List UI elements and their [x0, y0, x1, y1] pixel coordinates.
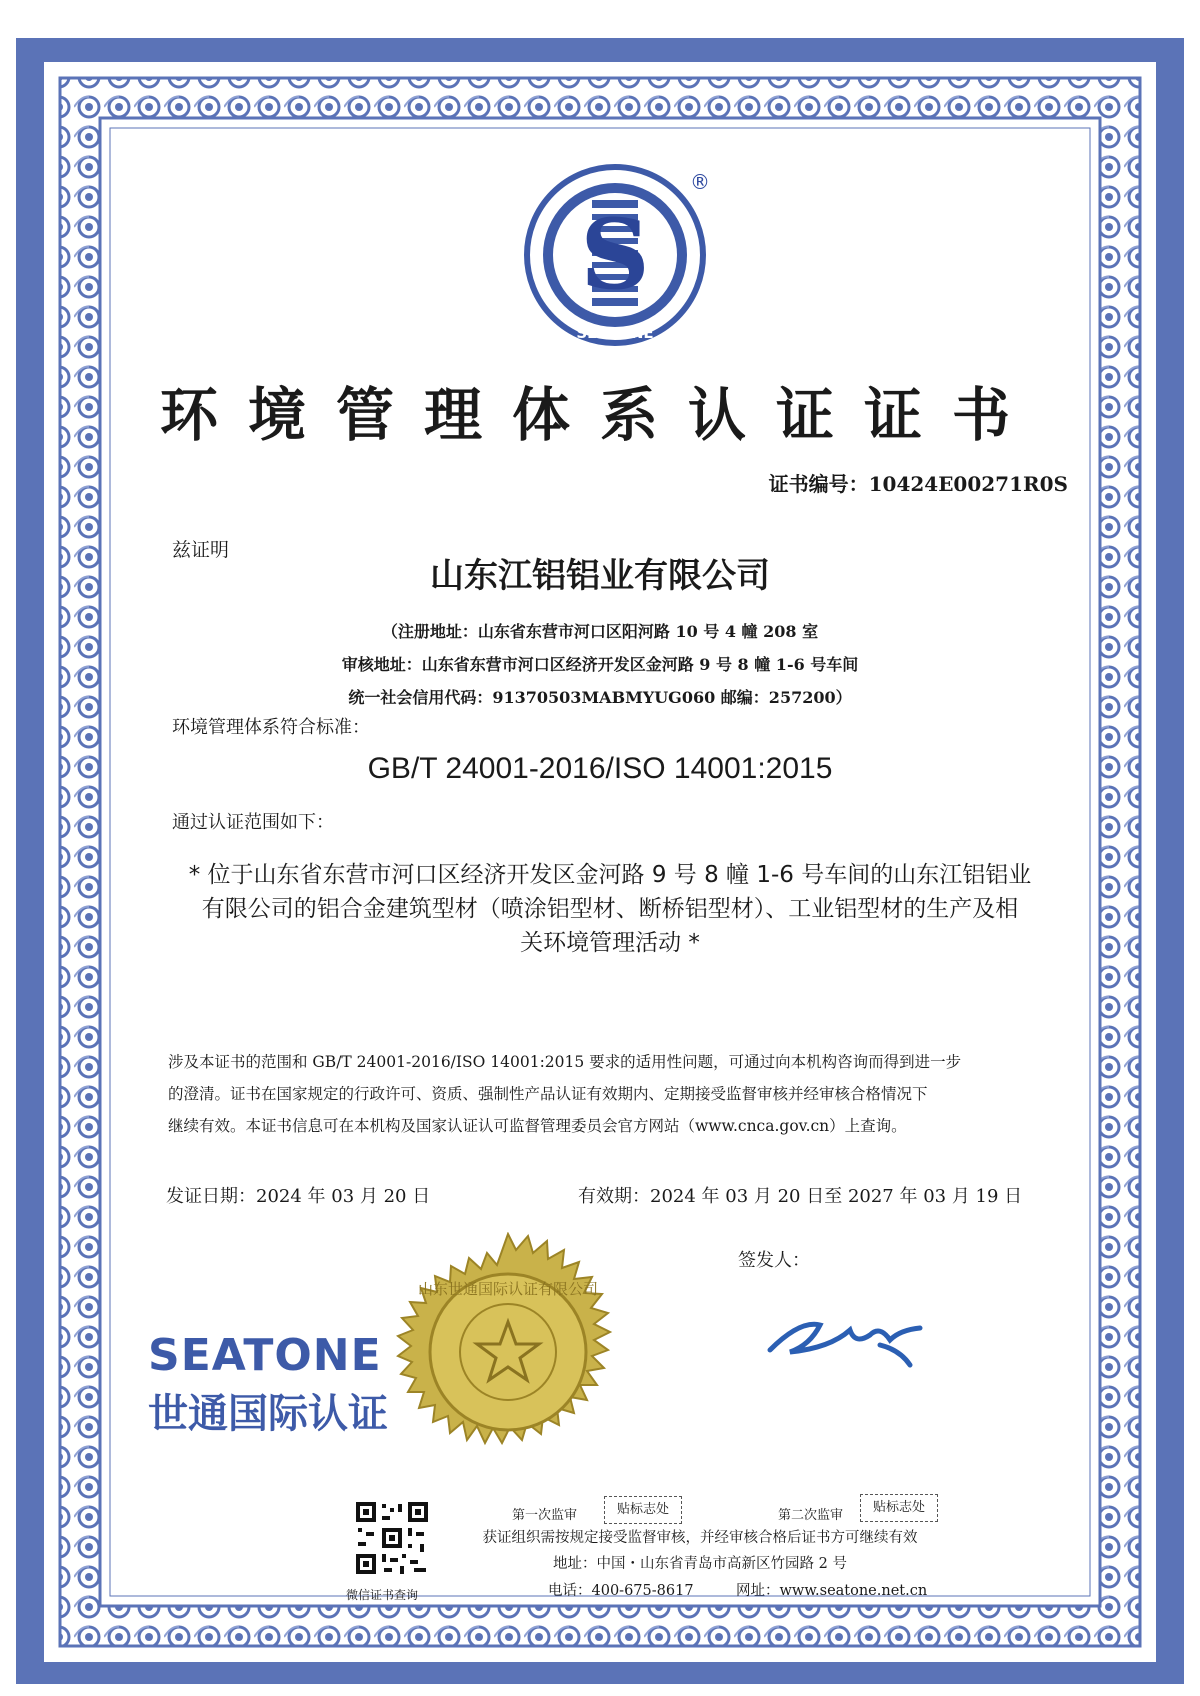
certificate-title: 环境管理体系认证证书: [159, 381, 1040, 449]
standard-label: 环境管理体系符合标准：: [172, 717, 370, 738]
hereby-certify: 兹证明: [172, 539, 230, 561]
registered-mark: ®: [690, 170, 710, 194]
validity-period: 有效期：2024 年 03 月 20 日至 2027 年 03 月 19 日: [578, 1186, 1023, 1207]
qr-code[interactable]: [354, 1500, 430, 1576]
certificate-number: 证书编号：10424E00271R0S: [768, 472, 1068, 496]
seal-text: 山东世通国际认证有限公司: [417, 1280, 599, 1298]
note-line: 的澄清。证书在国家规定的行政许可、资质、强制性产品认证有效期内、定期接受监督审核并经审核合格情况下: [168, 1085, 928, 1103]
note-line: 涉及本证书的范围和 GB/T 24001-2016/ISO 14001:2015 要求的适用性问题，可通过向本机构咨询而得到进一步: [168, 1053, 962, 1071]
scope-label: 通过认证范围如下：: [172, 812, 334, 833]
brand-name-cn: 世通国际认证: [148, 1391, 388, 1437]
scope-line: * 位于山东省东营市河口区经济开发区金河路 9 号 8 幢 1-6 号车间的山东江铝铝业: [188, 862, 1032, 888]
qr-label: 微信证书查询: [346, 1588, 419, 1602]
scope-text: [170, 858, 1050, 960]
audit-address: 审核地址：山东省东营市河口区经济开发区金河路 9 号 8 幢 1-6 号车间: [341, 655, 859, 674]
logo-letter: S: [580, 198, 650, 311]
surveillance-2-box: 贴标志处: [860, 1494, 938, 1522]
signature: [760, 1290, 940, 1380]
issuer-website[interactable]: 网址：www.seatone.net.cn: [736, 1583, 928, 1599]
surveillance-notice: 获证组织需按规定接受监督审核，并经审核合格后证书方可继续有效: [482, 1530, 918, 1546]
credit-code-postcode: 统一社会信用代码：91370503MABMYUG060 邮编：257200）: [348, 688, 852, 707]
surveillance-2-label: 第二次监审: [778, 1508, 844, 1523]
brand-name-en: SEATONE: [148, 1330, 382, 1381]
note-line: 继续有效。本证书信息可在本机构及国家认证认可监督管理委员会官方网站（www.cnca.gov.cn）上查询。: [168, 1117, 907, 1135]
standard: GB/T 24001-2016/ISO 14001:2015: [367, 752, 833, 785]
signer-label: 签发人：: [738, 1250, 810, 1271]
scope-line: 有限公司的铝合金建筑型材（喷涂铝型材、断桥铝型材）、工业铝型材的生产及相: [201, 896, 1019, 922]
issuer-phone: 电话：400-675-8617: [548, 1583, 694, 1599]
company-name: 山东江铝铝业有限公司: [430, 556, 770, 596]
issue-date: 发证日期：2024 年 03 月 20 日: [166, 1186, 431, 1207]
scope-line: 关环境管理活动 *: [520, 930, 700, 956]
surveillance-1-label: 第一次监审: [512, 1508, 578, 1523]
surveillance-1-box: 贴标志处: [604, 1496, 682, 1524]
registered-address: （注册地址：山东省东营市河口区阳河路 10 号 4 幢 208 室: [381, 622, 819, 641]
seatone-logo: [520, 160, 710, 350]
validity-note: [168, 1046, 1058, 1142]
logo-text: SEATONE: [576, 324, 654, 342]
gold-seal: [388, 1232, 628, 1472]
issuer-address: 地址：中国・山东省青岛市高新区竹园路 2 号: [553, 1556, 847, 1572]
